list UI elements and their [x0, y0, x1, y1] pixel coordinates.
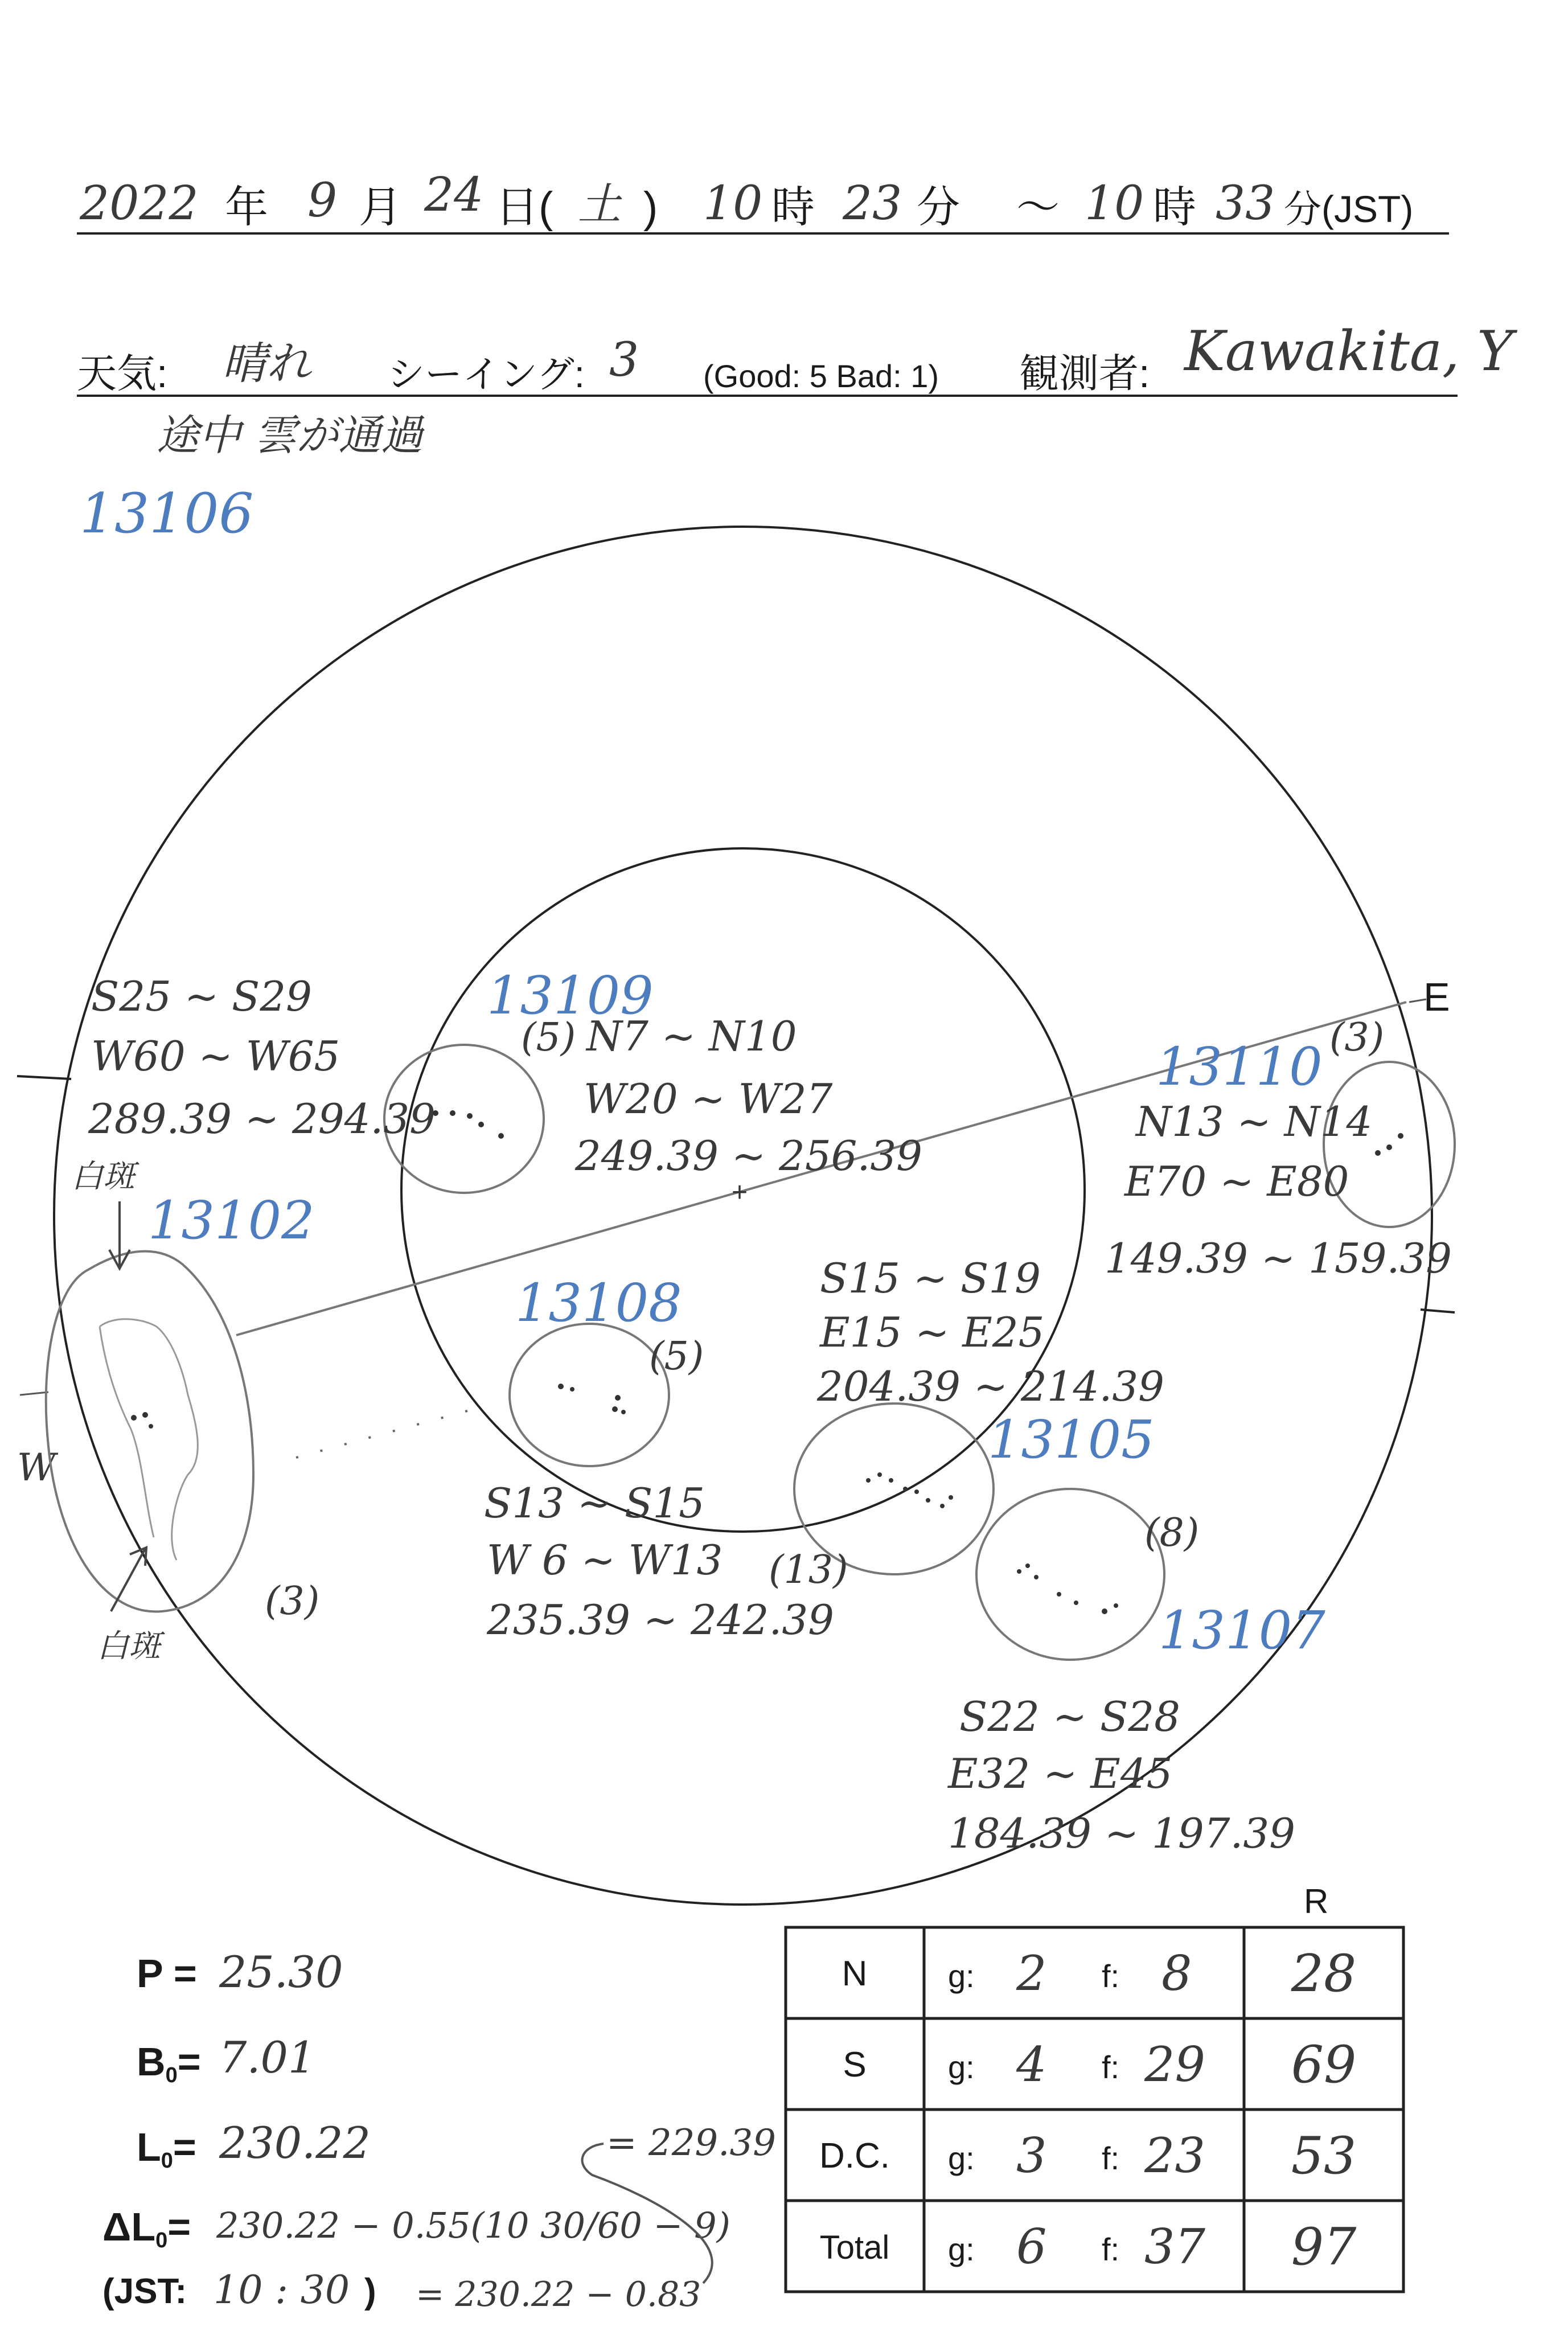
row-label: D.C. — [819, 2136, 890, 2176]
date-time-header — [77, 168, 1449, 233]
row-label: Total — [819, 2229, 890, 2266]
r-column-header: R — [1304, 1882, 1329, 1920]
jst-value: 10 : 30 — [214, 2268, 350, 2313]
region-latitude: N13 ~ N14 — [1136, 1098, 1373, 1146]
region-number: 13110 — [1156, 1036, 1323, 1097]
p-angle-label: P = — [137, 1951, 197, 1996]
r-value: 69 — [1291, 2035, 1357, 2095]
seeing-scale: (Good: 5 Bad: 1) — [703, 358, 939, 394]
seeing-label: シーイング: — [387, 353, 585, 395]
jst-close: ) — [364, 2272, 376, 2311]
region-number: 13105 — [988, 1409, 1155, 1470]
group-label: g: — [948, 2049, 975, 2085]
weather-label: 天気: — [77, 351, 168, 396]
spot-label: f: — [1102, 2231, 1120, 2267]
region-spot-count: (3) — [265, 1579, 320, 1624]
row-label: S — [843, 2045, 867, 2084]
faculae-label-lower: 白斑 — [97, 1628, 161, 1665]
weather-note: 途中 雲が通過 — [157, 411, 423, 460]
day-label: 日( — [495, 183, 553, 232]
table-row — [820, 2217, 1357, 2277]
r-value: 97 — [1291, 2217, 1357, 2277]
region-number: 13108 — [515, 1273, 682, 1333]
table-row — [843, 2035, 1356, 2095]
start-minute-label: 分 — [917, 183, 960, 232]
region-carrington-range: 184.39 ~ 197.39 — [948, 1809, 1295, 1857]
region-outline — [976, 1489, 1164, 1660]
conditions-header — [77, 319, 1518, 460]
region-longitude: E32 ~ E45 — [948, 1750, 1173, 1798]
region-spot-count: (5) — [649, 1334, 704, 1379]
spot-count: 8 — [1161, 1946, 1192, 2001]
weather-value: 晴れ — [222, 338, 311, 389]
sunspot-region-13110 — [1105, 1015, 1455, 1282]
region-carrington-range: 149.39 ~ 159.39 — [1105, 1234, 1452, 1282]
region-latitude: S22 ~ S28 — [959, 1693, 1180, 1741]
region-spot-count: (13) — [769, 1548, 848, 1593]
region-longitude: E70 ~ E80 — [1124, 1158, 1349, 1205]
year-label: 年 — [225, 183, 268, 232]
west-direction-label: W — [17, 1446, 56, 1489]
sunspot-count-table — [786, 1882, 1403, 2292]
b0-value: 7.01 — [219, 2032, 316, 2083]
start-hour-value: 10 — [703, 177, 763, 231]
region-outline — [510, 1324, 669, 1466]
group-label: g: — [948, 1958, 975, 1994]
region-outline — [46, 1251, 253, 1612]
spot-label: f: — [1102, 2049, 1120, 2085]
sunspot-dots — [558, 1384, 626, 1414]
sunspot-dots — [1017, 1563, 1118, 1614]
region-spot-count: (3) — [1329, 1015, 1385, 1060]
region-trail — [296, 1406, 484, 1458]
solar-parameters — [102, 1947, 776, 2314]
day-value: 24 — [424, 168, 484, 222]
region-carrington-range: 235.39 ~ 242.39 — [487, 1596, 834, 1644]
sunspot-dots — [433, 1110, 504, 1139]
faculae-label-upper: 白斑 — [71, 1158, 135, 1195]
region-latitude: S25 ~ S29 — [91, 972, 312, 1020]
seeing-value: 3 — [609, 333, 639, 387]
region-longitude: W60 ~ W65 — [91, 1032, 340, 1080]
delta-l0-step: = 230.22 − 0.83 — [416, 2275, 701, 2314]
start-hour-label: 時 — [771, 183, 815, 232]
center-mark: + — [732, 1177, 748, 1208]
region-longitude: W20 ~ W27 — [584, 1075, 833, 1123]
region-carrington-range: 204.39 ~ 214.39 — [817, 1363, 1164, 1410]
jst-label: (JST: — [102, 2272, 187, 2311]
p-angle-value: 25.30 — [219, 1947, 343, 1997]
b0-label: B0= — [137, 2039, 201, 2087]
page-region-number: 13106 — [80, 482, 254, 545]
solar-disk — [17, 527, 1455, 1905]
sunspot-dots — [131, 1412, 153, 1429]
month-label: 月 — [359, 183, 402, 232]
region-longitude: W 6 ~ W13 — [487, 1536, 723, 1584]
sunspot-dots — [1375, 1133, 1403, 1156]
time-range-tilde: ～ — [1016, 183, 1060, 232]
region-latitude: S15 ~ S19 — [820, 1254, 1041, 1302]
west-tick-lower — [20, 1392, 48, 1395]
region-number: 13107 — [1159, 1600, 1325, 1661]
faculae-arrow-lower — [111, 1548, 146, 1611]
east-direction-label: E — [1423, 975, 1450, 1019]
sunspot-region-13105 — [769, 1254, 1164, 1593]
group-label: g: — [948, 2140, 975, 2176]
start-minute-value: 23 — [843, 177, 902, 231]
region-spot-count: (5) — [521, 1015, 576, 1060]
region-carrington-range: 289.39 ~ 294.39 — [88, 1095, 436, 1143]
west-tick-upper — [17, 1076, 71, 1079]
delta-l0-result: = 229.39 — [606, 2122, 776, 2164]
table-row — [819, 2126, 1356, 2186]
spot-count: 29 — [1144, 2037, 1205, 2092]
row-label: N — [842, 1954, 868, 1993]
spot-label: f: — [1102, 2140, 1120, 2176]
end-hour-value: 10 — [1085, 177, 1144, 231]
spot-count: 37 — [1144, 2219, 1205, 2275]
group-count: 4 — [1016, 2037, 1047, 2092]
end-hour-label: 時 — [1153, 183, 1196, 232]
month-value: 9 — [307, 174, 338, 228]
delta-l0-formula: 230.22 − 0.55(10 30/60 − 9) — [216, 2205, 730, 2246]
region-longitude: E15 ~ E25 — [820, 1308, 1045, 1356]
faculae-outline — [100, 1319, 198, 1560]
delta-l0-label: ΔL0= — [102, 2205, 191, 2252]
spot-label: f: — [1102, 1958, 1120, 1994]
sunspot-region-13107 — [947, 1489, 1325, 1857]
group-count: 2 — [1016, 1946, 1047, 2001]
weekday-close: ) — [643, 183, 658, 232]
region-spot-count: (8) — [1144, 1511, 1200, 1556]
region-carrington-range: 249.39 ~ 256.39 — [575, 1132, 922, 1180]
sunspot-region-13102 — [46, 972, 484, 1665]
spot-count: 23 — [1144, 2128, 1205, 2184]
region-number: 13102 — [148, 1190, 315, 1251]
region-latitude: S13 ~ S15 — [484, 1479, 705, 1527]
sunspot-region-13109 — [384, 965, 922, 1193]
table-row — [842, 1944, 1357, 2004]
region-latitude: N7 ~ N10 — [586, 1012, 797, 1060]
r-value: 28 — [1291, 1944, 1357, 2004]
r-value: 53 — [1291, 2126, 1357, 2186]
group-label: g: — [948, 2231, 975, 2267]
observer-label: 観測者: — [1019, 351, 1150, 396]
end-minute-label: 分(JST) — [1284, 188, 1414, 230]
year-value: 2022 — [80, 177, 199, 231]
group-count: 6 — [1016, 2219, 1047, 2275]
observer-value: Kawakita, Y — [1184, 319, 1513, 383]
weekday-value: 土 — [578, 179, 621, 229]
region-number: 13109 — [487, 965, 654, 1026]
l0-label: L0= — [137, 2125, 196, 2173]
group-count: 3 — [1016, 2128, 1047, 2184]
end-minute-value: 33 — [1216, 177, 1275, 231]
l0-value: 230.22 — [219, 2117, 371, 2168]
